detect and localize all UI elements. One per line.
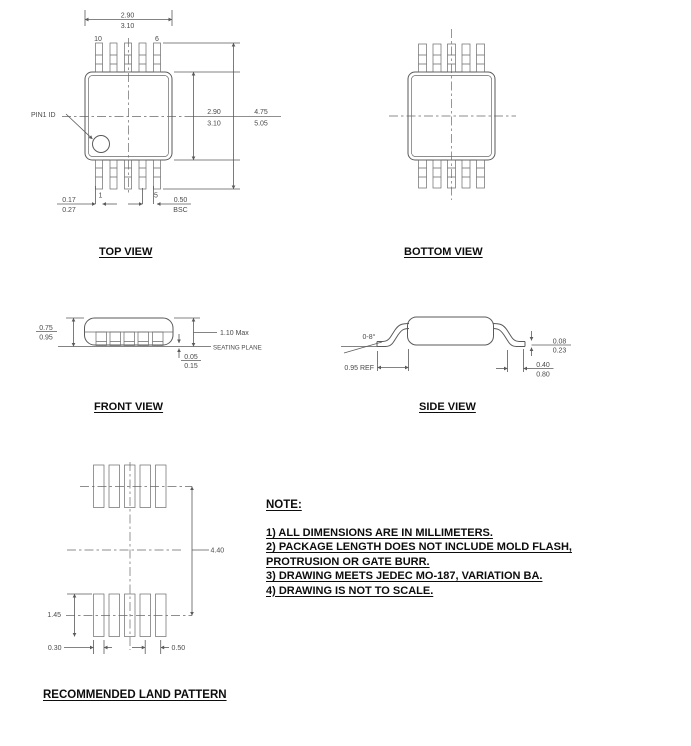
svg-text:3.10: 3.10 [207, 120, 221, 128]
side-view-drawing [341, 317, 571, 379]
svg-text:0.40: 0.40 [536, 362, 550, 369]
svg-text:4.40: 4.40 [210, 547, 225, 555]
front-view-body [85, 318, 174, 345]
dim-standoff [179, 334, 201, 370]
dim-pad-width [48, 640, 112, 654]
side-view-left-lead [377, 324, 409, 347]
svg-text:4.75: 4.75 [254, 109, 268, 116]
svg-text:0.05: 0.05 [184, 354, 198, 361]
dim-row-span [192, 487, 224, 616]
bottom-view-drawing [389, 29, 516, 200]
pin-1-label: 1 [98, 192, 103, 200]
dim-lead-angle [341, 333, 382, 353]
top-view-upper-pins [96, 43, 161, 72]
svg-text:0.50: 0.50 [171, 645, 186, 652]
svg-text:0.80: 0.80 [536, 371, 550, 379]
svg-text:0.95 REF: 0.95 REF [344, 365, 374, 372]
dim-lead-length [344, 349, 408, 372]
dim-pad-pitch [132, 640, 185, 654]
note-line: PROTRUSION OR GATE BURR. [266, 555, 430, 568]
front-view-drawing [36, 318, 262, 370]
svg-text:1.45: 1.45 [47, 612, 61, 619]
pin-6-label: 6 [155, 36, 159, 43]
front-view-title: FRONT VIEW [94, 401, 164, 413]
svg-text:0-8°: 0-8° [362, 334, 376, 341]
dim-top-body-width [85, 10, 172, 30]
svg-text:1.10 Max: 1.10 Max [220, 330, 249, 337]
pin1-indicator [93, 136, 110, 153]
note-line: 2) PACKAGE LENGTH DOES NOT INCLUDE MOLD FLASH, [266, 541, 572, 554]
dim-overall-height [174, 318, 249, 347]
side-view-right-lead [493, 324, 525, 347]
top-view-drawing [31, 10, 281, 214]
svg-text:0.15: 0.15 [184, 363, 198, 370]
svg-text:0.27: 0.27 [62, 207, 76, 214]
land-pattern-title: RECOMMENDED LAND PATTERN [43, 689, 227, 701]
note-line: 3) DRAWING MEETS JEDEC MO-187, VARIATION BA. [266, 570, 543, 583]
pin-5-label: 5 [154, 192, 158, 200]
dim-lead-pitch [128, 186, 191, 214]
note-line: 4) DRAWING IS NOT TO SCALE. [266, 584, 434, 597]
note-list [266, 526, 572, 598]
land-pattern-drawing [47, 462, 224, 654]
svg-text:5.05: 5.05 [254, 120, 268, 128]
svg-text:0.50: 0.50 [173, 197, 188, 204]
side-view-body [408, 317, 494, 345]
top-view-title: TOP VIEW [99, 246, 153, 258]
dim-lead-width [57, 186, 117, 214]
bottom-view-title: BOTTOM VIEW [404, 246, 483, 258]
top-view-lower-pins [96, 160, 161, 189]
svg-text:BSC: BSC [173, 207, 188, 214]
svg-text:3.10: 3.10 [120, 23, 135, 30]
svg-text:2.90: 2.90 [120, 12, 135, 20]
seating-plane-label: SEATING PLANE [213, 344, 262, 352]
front-view-pins [96, 332, 163, 346]
svg-text:0.08: 0.08 [552, 338, 567, 346]
dim-lead-thickness [532, 331, 572, 356]
pin-10-label: 10 [94, 36, 102, 43]
note-line: 1) ALL DIMENSIONS ARE IN MILLIMETERS. [266, 527, 493, 539]
dim-foot-length [496, 349, 554, 379]
svg-text:0.95: 0.95 [39, 334, 53, 342]
svg-text:0.23: 0.23 [552, 347, 567, 355]
note-heading: NOTE: [266, 499, 302, 511]
svg-text:0.30: 0.30 [47, 645, 62, 652]
dim-body-thickness [36, 318, 84, 347]
svg-text:2.90: 2.90 [207, 109, 221, 116]
svg-text:0.17: 0.17 [62, 197, 76, 204]
dim-right-side [163, 43, 268, 189]
svg-text:0.75: 0.75 [39, 325, 53, 332]
side-view-title: SIDE VIEW [419, 401, 476, 413]
pin1-id-label: PIN1 ID [31, 112, 56, 119]
